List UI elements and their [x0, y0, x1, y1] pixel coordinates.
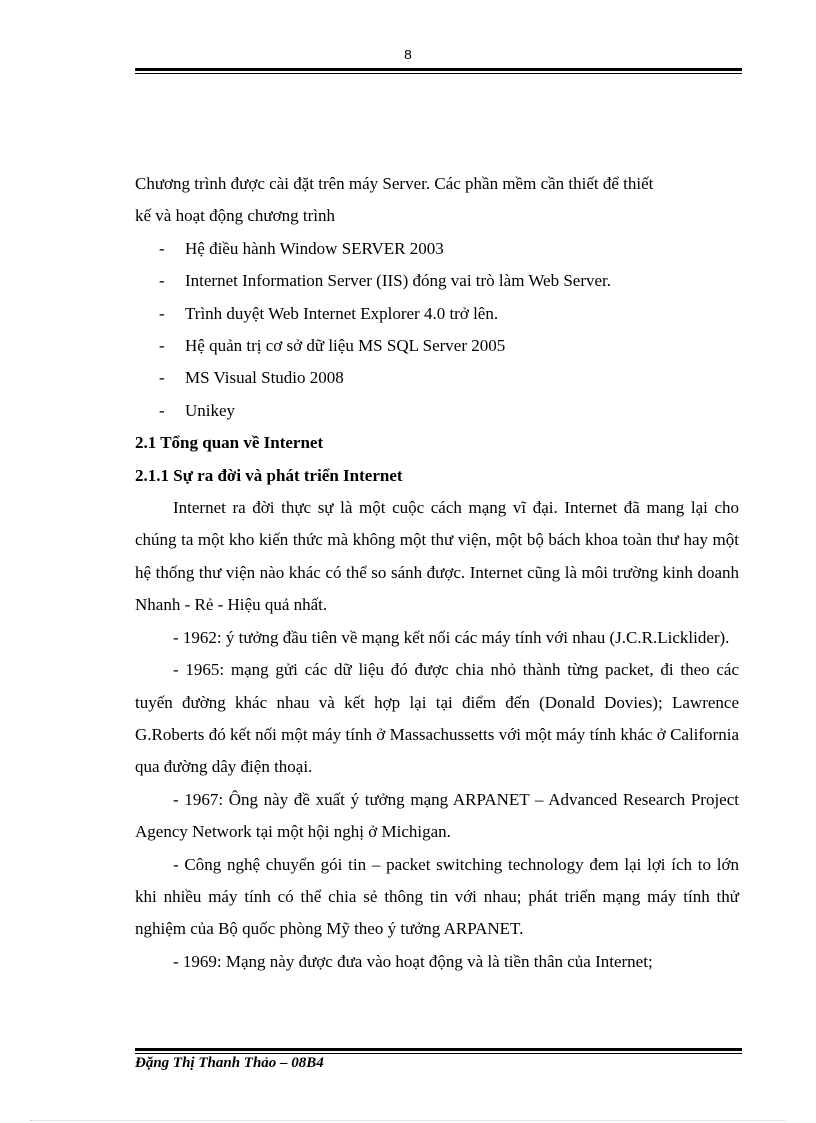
paragraph-packet-switching: - Công nghệ chuyển gói tin – packet switching technology đem lại lợi ích to lớn khi nhiều máy tính có thể chia sẻ thông tin với nhau; phát triển mạng máy tính thử nghiệm của Bộ quốc phòng Mỹ theo ý tưởng ARPANET. [135, 854, 739, 939]
intro-line-1: Chương trình được cài đặt trên máy Server. Các phần mềm cần thiết để thiết [135, 174, 654, 193]
list-item-text: Hệ quản trị cơ sở dữ liệu MS SQL Server 2005 [185, 336, 506, 356]
list-item [135, 233, 739, 265]
section-heading: 2.1 Tổng quan về Internet [135, 433, 324, 453]
page-edge-divider [30, 1120, 786, 1121]
bullet-dash: - [159, 303, 165, 323]
paragraph-1962: - 1962: ý tưởng đầu tiên về mạng kết nối các máy tính với nhau (J.C.R.Licklider). [173, 627, 730, 647]
list-item [135, 362, 739, 394]
list-item [135, 395, 739, 427]
footer-rule [135, 1048, 742, 1054]
list-item-text: Hệ điều hành Window SERVER 2003 [185, 238, 444, 258]
footer-author: Đặng Thị Thanh Thảo – 08B4 [135, 1055, 324, 1071]
list-item [135, 298, 739, 330]
list-item-text: Unikey [185, 400, 236, 420]
page-body [135, 168, 739, 978]
bullet-dash: - [159, 238, 165, 258]
intro-line-2: kế và hoạt động chương trình [135, 206, 335, 226]
list-item-text: Trình duyệt Web Internet Explorer 4.0 trở lên. [185, 303, 499, 323]
paragraph-1967: - 1967: Ông này đề xuất ý tưởng mạng ARPANET – Advanced Research Project Agency Network tại một hội nghị ở Michigan. [135, 789, 739, 842]
paragraph-internet-intro: Internet ra đời thực sự là một cuộc cách mạng vĩ đại. Internet đã mang lại cho chúng ta một kho kiến thức mà không một thư viện, một bộ bách khoa toàn thư hay một hệ thống thư viện nào khác có thể so sánh được. Internet cũng là môi trường kinh doanh Nhanh - Rẻ - Hiệu quả nhất. [135, 498, 739, 615]
bullet-dash: - [159, 336, 165, 356]
list-item [135, 265, 739, 297]
bullet-dash: - [159, 400, 165, 420]
list-item [135, 330, 739, 362]
paragraph-1965: - 1965: mạng gửi các dữ liệu đó được chia nhỏ thành từng packet, đi theo các tuyến đường khác nhau và kết hợp lại tại điểm đến (Donald Dovies); Lawrence G.Roberts đó kết nối một máy tính ở Massachussetts với một máy tính khác ở California qua đường dây điện thoại. [135, 660, 739, 777]
subsection-heading: 2.1.1 Sự ra đời và phát triển Internet [135, 465, 403, 485]
header-rule [135, 68, 742, 74]
bullet-dash: - [159, 368, 165, 388]
bullet-dash: - [159, 271, 165, 291]
requirements-list [135, 233, 739, 427]
list-item-text: MS Visual Studio 2008 [185, 368, 344, 388]
paragraph-1969: - 1969: Mạng này được đưa vào hoạt động và là tiền thân của Internet; [173, 951, 653, 971]
list-item-text: Internet Information Server (IIS) đóng vai trò làm Web Server. [185, 271, 612, 291]
page-number: 8 [403, 48, 413, 64]
